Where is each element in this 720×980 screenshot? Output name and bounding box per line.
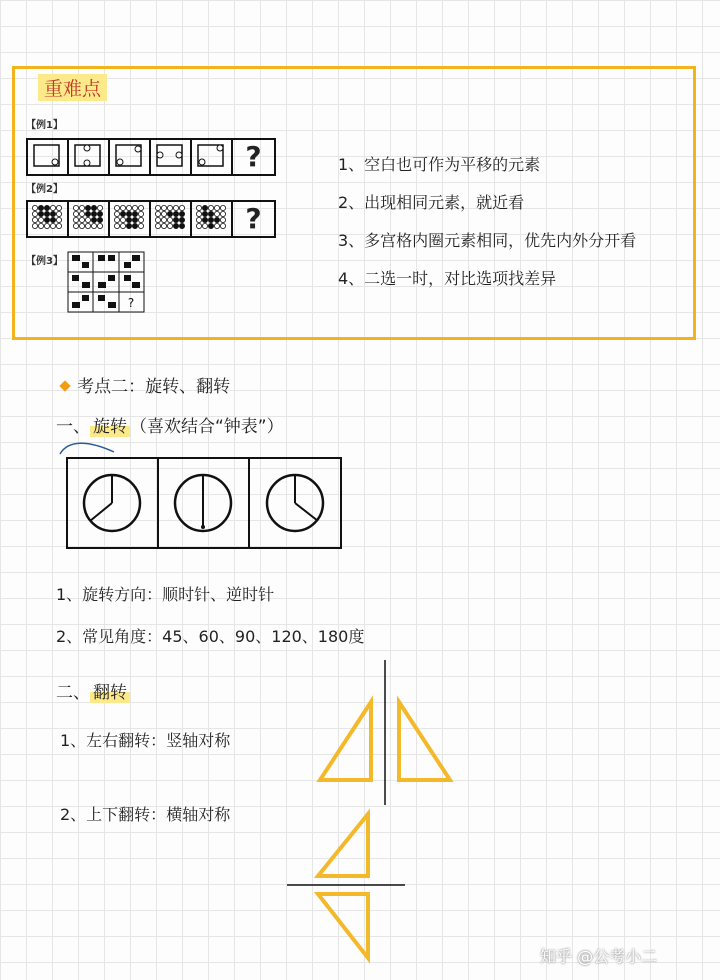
clock-face [175,475,231,531]
pattern-dot [208,205,213,210]
dot-pattern [192,202,229,232]
rotate-heading-prefix: 一、 [56,417,90,437]
pattern-dot [202,211,207,216]
pattern-dot [167,205,172,210]
pattern-dot [220,211,225,216]
pattern-dot [50,223,55,228]
pattern-dot [56,205,61,210]
pattern-dot [50,211,55,216]
rule-item: 3、多宫格内圈元素相同，优先内外分开看 [338,231,637,250]
rotate-heading-suffix: （喜欢结合“钟表”） [130,417,284,437]
example2-cell [151,202,192,236]
rotate-point: 1、旋转方向：顺时针、逆时针 [56,585,275,604]
pattern-dot [155,205,160,210]
triangle-top [318,814,368,876]
rule-item: 1、空白也可作为平移的元素 [338,155,541,174]
pattern-dot [114,223,119,228]
flip-point-lr [60,728,230,751]
flip-point-ud-suffix: 横轴对称 [166,805,231,824]
pattern-dot [38,211,43,216]
rotate-heading-word: 旋转 [90,417,130,437]
pattern-dot [155,223,160,228]
pattern-dot [73,211,78,216]
pattern-dot [91,205,96,210]
pattern-dot [85,205,90,210]
flip-point-lr-prefix: 1、左右翻转： [60,731,167,750]
rule-item: 2、出现相同元素，就近看 [338,193,525,212]
example2-label: 【例2】 [26,184,63,195]
pattern-dot [50,205,55,210]
clock-face [84,475,140,531]
pattern-dot [120,211,125,216]
example2-cell [69,202,110,236]
flip-point-ud-prefix: 2、上下翻转： [60,805,167,824]
pattern-dot [32,217,37,222]
flip-point-ud [60,802,230,825]
pattern-dot [167,217,172,222]
example2-cell [192,202,233,236]
pattern-dot [120,217,125,222]
pattern-dot [97,211,102,216]
up-down-flip-diagram [285,808,415,968]
pattern-dot [208,211,213,216]
clock-face [267,475,323,531]
pattern-dot [167,223,172,228]
pattern-dot [120,223,125,228]
pattern-dot [126,205,131,210]
rule-item: 4、二选一时，对比选项找差异 [338,269,557,288]
pattern-dot [138,211,143,216]
pattern-dot [196,217,201,222]
pattern-dot [161,211,166,216]
pattern-dot [179,211,184,216]
pattern-dot [32,205,37,210]
pattern-dot [132,211,137,216]
pattern-dot [126,211,131,216]
rotate-point: 2、常见角度：45、60、90、120、180度 [56,627,365,646]
pattern-dot [44,205,49,210]
pattern-dot [44,211,49,216]
pattern-dot [155,211,160,216]
pattern-dot [97,217,102,222]
pattern-dot [56,223,61,228]
pattern-dot [97,223,102,228]
example1-label: 【例1】 [26,120,63,131]
pattern-dot [179,223,184,228]
triangle-right [399,702,450,780]
example3-grid [68,252,144,316]
example1-cell [151,140,192,174]
pattern-dot [173,211,178,216]
flip-point-lr-suffix: 竖轴对称 [166,731,231,750]
example1-cell [28,140,69,174]
pattern-dot [120,205,125,210]
example2-cell [110,202,151,236]
watermark: 知乎 @公考小二 [540,947,658,966]
pattern-dot [79,223,84,228]
pattern-dot [132,223,137,228]
pattern-dot [114,211,119,216]
pattern-dot [214,211,219,216]
pattern-dot [214,223,219,228]
pattern-dot [132,205,137,210]
pattern-dot [208,223,213,228]
example1-cell [69,140,110,174]
flip-heading [56,678,130,703]
example1-sequence [26,138,276,176]
pattern-dot [85,217,90,222]
pattern-dot [155,217,160,222]
example2-cell [28,202,69,236]
pattern-dot [220,217,225,222]
pattern-dot [91,211,96,216]
pattern-dot [220,223,225,228]
pattern-dot [202,205,207,210]
pattern-dot [196,223,201,228]
pattern-dot [202,217,207,222]
pattern-dot [196,211,201,216]
section2-heading [58,372,230,397]
pattern-dot [173,223,178,228]
pattern-dot [220,205,225,210]
pattern-dot [73,205,78,210]
pattern-dot [79,205,84,210]
example1-cell [110,140,151,174]
pattern-dot [214,217,219,222]
example3-question-mark: ? [127,296,135,310]
pattern-dot [126,217,131,222]
triangle-bottom [318,894,368,958]
clock-sequence [66,457,342,549]
pattern-dot [114,205,119,210]
pattern-dot [173,205,178,210]
pattern-dot [73,217,78,222]
pattern-dot [138,205,143,210]
example2-question-cell: ? [245,202,262,235]
pattern-dot [56,211,61,216]
pattern-dot [196,205,201,210]
pattern-dot [56,217,61,222]
pattern-dot [91,223,96,228]
pattern-dot [179,205,184,210]
pattern-dot [38,223,43,228]
pattern-dot [161,223,166,228]
dot-pattern [151,202,188,232]
example1-question-cell: ? [245,140,262,173]
diamond-icon [58,379,72,393]
pattern-dot [44,217,49,222]
pattern-dot [214,205,219,210]
pattern-dot [114,217,119,222]
pattern-dot [73,223,78,228]
pattern-dot [138,223,143,228]
section2-heading-text: 考点二：旋转、翻转 [77,377,231,397]
pattern-dot [50,217,55,222]
pattern-dot [38,217,43,222]
example1-cell [192,140,233,174]
pattern-dot [32,223,37,228]
pattern-dot [179,217,184,222]
pattern-dot [173,217,178,222]
dot-pattern [28,202,65,232]
pattern-dot [32,211,37,216]
pattern-dot [91,217,96,222]
pattern-dot [79,217,84,222]
pattern-dot [126,223,131,228]
triangle-left [320,702,371,780]
example3-label: 【例3】 [26,256,63,267]
flip-heading-prefix: 二、 [56,683,90,703]
pattern-dot [161,205,166,210]
left-right-flip-diagram [310,660,460,810]
pattern-dot [132,217,137,222]
pattern-dot [85,223,90,228]
pattern-dot [85,211,90,216]
pattern-dot [208,217,213,222]
pattern-dot [79,211,84,216]
pattern-dot [44,223,49,228]
rotate-heading [56,412,284,437]
pattern-dot [161,217,166,222]
dot-pattern [110,202,147,232]
flip-heading-word: 翻转 [90,683,130,703]
section-title: 重难点 [38,74,107,101]
pattern-dot [202,223,207,228]
example2-sequence [26,200,276,238]
pattern-dot [38,205,43,210]
pattern-dot [97,205,102,210]
pattern-dot [138,217,143,222]
dot-pattern [69,202,106,232]
pattern-dot [167,211,172,216]
